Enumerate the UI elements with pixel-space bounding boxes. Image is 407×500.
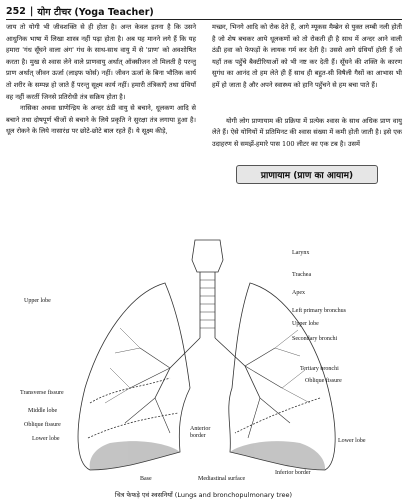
label-oblique-fissure-left: Oblique fissure xyxy=(24,422,61,428)
label-oblique-fissure-right: Oblique fissure xyxy=(305,378,342,384)
label-left-primary-bronchus: Left primary bronchus xyxy=(292,308,346,314)
left-lung-base-shade xyxy=(90,441,180,470)
section-heading: प्राणायाम (प्राण का आयाम) xyxy=(260,171,354,181)
label-transverse-fissure: Transverse fissure xyxy=(20,390,64,396)
left-paragraph-2: नासिका अथवा घ्राणेन्द्रिय के अन्दर ठंडी वायु से बचाने, धूलकण आदि से बचाने तथा दोषपूर्ण चीजों से बचाने के लिये प्रकृति ने सुरक्षा तंत्र लगाया हुआ है। धूल रोकने के लिये नासारंध्र पर छोटे-छोटे बाल रहते हैं। ये सूक्ष्म कीड़े, xyxy=(6,104,196,136)
label-lower-lobe-right: Lower lobe xyxy=(338,438,366,444)
label-mediastinal-surface: Mediastinal surface xyxy=(198,476,246,482)
transverse-fissure-line xyxy=(90,378,170,403)
primary-bronchi xyxy=(155,338,260,398)
left-column xyxy=(6,22,196,138)
right-column xyxy=(212,22,402,150)
label-lower-lobe-left: Lower lobe xyxy=(32,436,60,442)
label-larynx: Larynx xyxy=(292,250,310,256)
label-trachea: Trachea xyxy=(292,272,312,278)
oblique-fissure-line-left xyxy=(88,413,178,438)
lungs-figure xyxy=(20,238,407,488)
label-inferior-border: Inferior border xyxy=(275,470,311,476)
label-base: Base xyxy=(140,476,152,482)
page-number: 252 xyxy=(6,5,26,17)
page-header xyxy=(6,3,402,20)
label-upper-lobe-left: Upper lobe xyxy=(24,298,51,304)
left-paragraph-1: जाय तो योगी भी जीवशक्ति से ही होता है। अन्त केवल इतना है कि उसने आधुनिक भाषा में लिखा शास्त्र नहीं पढ़ा होता है। अब यह मानने लगे हैं कि यह हमारा 'गंध सूँघने वाला अंग' गंध के साथ-साथ वायु में से 'प्राण' को अवशोषित करता है। मुख से श्वास लेने वाले प्राणवायु अर्थात् ऑक्सीजन तो मिलती है परन्तु प्राण अर्थात् जीवन ऊर्जा (लाइफ फोर्स) नहीं। जीवन ऊर्जा के बिना भौतिक कार्य तो शरीर के सम्पन्न हो जाते हैं परन्तु सूक्ष्म कार्य नहीं। हमारी तंत्रिकाएँ तथा ग्रंथियाँ वह नहीं करतीं जिनसे प्रतिरोधी तंत्र सक्रिय होता है। xyxy=(6,23,196,101)
label-secondary-bronchi: Secondary bronchi xyxy=(292,336,338,342)
label-tertiary-bronchi: Tertiary bronchi xyxy=(300,366,339,372)
right-paragraph-1: मच्छर, भिनगे आदि को रोक देते हैं, आगे म्यूकस मैम्ब्रेन से युक्त लम्बी नली होती है जो शेष बचकर आये धूलकणों को तो रोकती ही है साथ में अन्दर आने वाली ठंडी हवा को फेफड़ों के लायक गर्म कर देती है। उससे आगे ग्रंथियाँ होती हैं जो यहाँ तक पहुँचे बैक्टीरियाओं को भी नष्ट कर देती हैं। सूँघने की शक्ति के कारण सुगंध का आनंद तो हम लेते ही हैं साथ ही बहुत-सी विषैली गैसों का आभास भी हमें हो जाता है और अपने स्वास्थ्य को हानि पहुँचने से हम बचा पाते हैं। xyxy=(212,23,402,89)
label-middle-lobe: Middle lobe xyxy=(28,408,58,414)
header-separator: | xyxy=(29,5,34,17)
section-heading-box xyxy=(236,165,378,184)
book-title: योग टीचर (Yoga Teacher) xyxy=(37,6,154,18)
larynx-shape xyxy=(192,240,223,272)
label-apex: Apex xyxy=(292,290,305,296)
label-anterior-border: Anterior border xyxy=(190,426,211,439)
oblique-fissure-line-right xyxy=(235,398,320,433)
right-paragraph-2: योगी लोग प्राणायाम की प्रक्रिया में प्रत्येक श्वास के साथ अधिक प्राण वायु लेते हैं। ऐसे योगियों में प्रतिमिनट की श्वास संख्या में कमी होती जाती है। इसे एक उदाहरण से समझें-हमारे पास 100 लीटर का एक टब है। उसमें xyxy=(212,116,402,148)
figure-caption: चित्र फेफड़े एवं श्वसनियाँ (Lungs and bronchopulmonary tree) xyxy=(114,491,293,499)
label-upper-lobe-right: Upper lobe xyxy=(292,321,319,327)
lungs-illustration xyxy=(20,238,407,488)
